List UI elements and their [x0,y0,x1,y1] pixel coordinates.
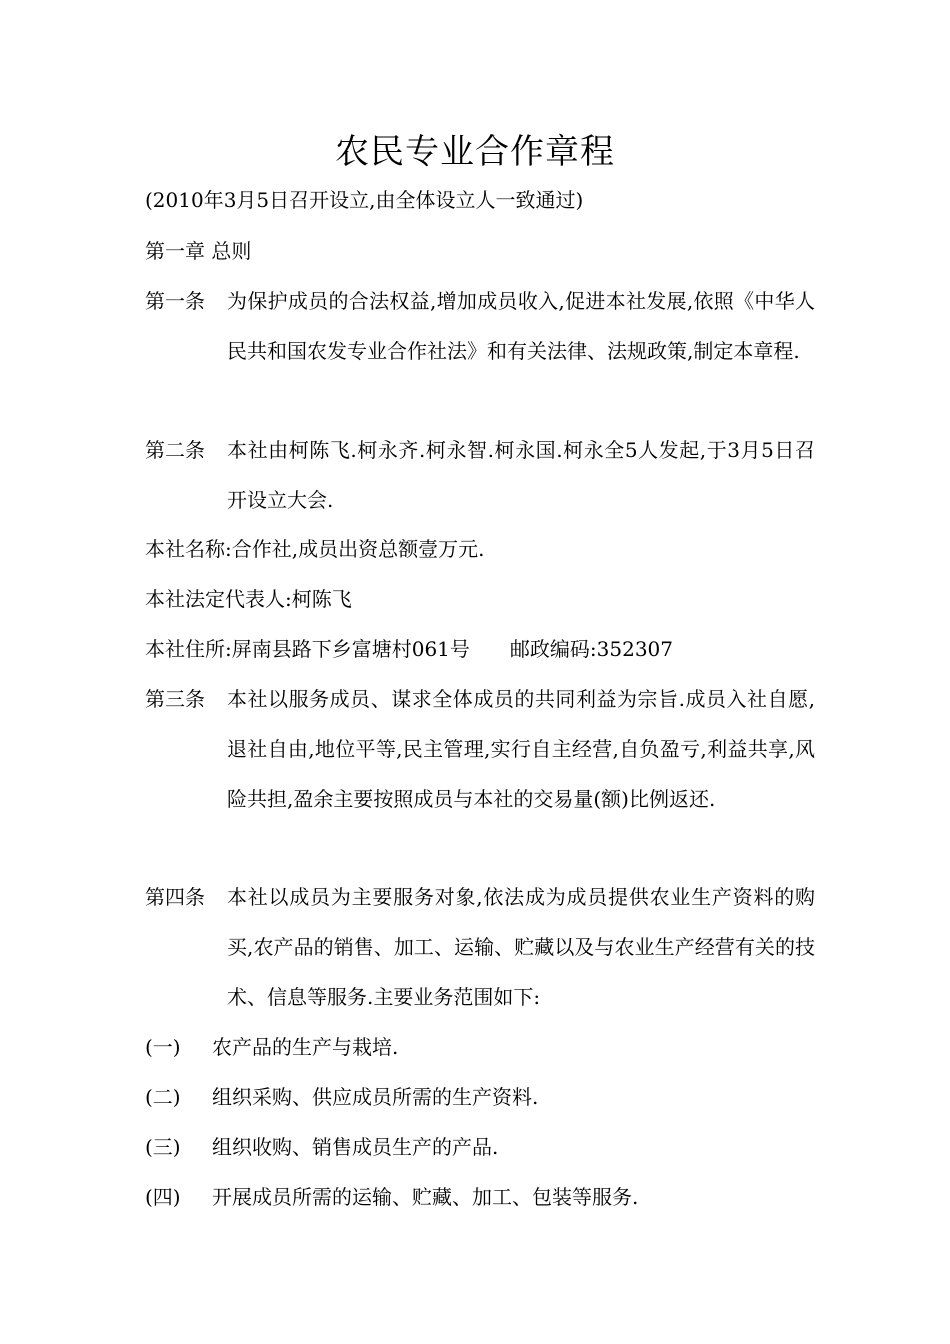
item-text: 农产品的生产与栽培. [212,1035,399,1059]
article-text: 为保护成员的合法权益,增加成员收入,促进本社发展,依照《中华人民共和国农发专业合作社法》和有关法律、法规政策,制定本章程. [227,289,815,363]
list-item [145,1133,498,1161]
item-number: (四) [145,1185,181,1209]
article-label: 第二条 [145,438,205,462]
info-name-line: 本社名称:合作社,成员出资总额壹万元. [145,537,485,561]
article-1 [145,287,815,376]
item-number: (三) [145,1135,181,1159]
item-number: (二) [145,1085,181,1109]
info-address-line [145,635,673,663]
item-number: (一) [145,1035,181,1059]
info-representative-line: 本社法定代表人:柯陈飞 [145,587,352,611]
item-text: 组织采购、供应成员所需的生产资料. [212,1085,539,1109]
document-subtitle: (2010年3月5日召开设立,由全体设立人一致通过) [145,188,584,212]
article-label: 第四条 [145,885,205,909]
list-item [145,1033,398,1061]
item-text: 开展成员所需的运输、贮藏、加工、包装等服务. [212,1185,639,1209]
document-title: 农民专业合作章程 [335,132,615,172]
article-label: 第一条 [145,289,205,313]
article-text: 本社以服务成员、谋求全体成员的共同利益为宗旨.成员入社自愿,退社自由,地位平等,民主管理,实行自主经营,自负盈亏,利益共享,风险共担,盈余主要按照成员与本社的交易量(额)比例返还. [227,687,815,811]
article-text: 本社以成员为主要服务对象,依法成为成员提供农业生产资料的购买,农产品的销售、加工、运输、贮藏以及与农业生产经营有关的技术、信息等服务.主要业务范围如下: [227,885,815,1009]
article-2 [145,436,815,525]
article-label: 第三条 [145,687,205,711]
list-item [145,1083,538,1111]
address-text: 本社住所:屏南县路下乡富塘村061号 [145,637,470,661]
article-3 [145,685,815,824]
chapter-heading: 第一章 总则 [145,239,252,263]
postcode-text: 邮政编码:352307 [509,637,674,661]
article-text: 本社由柯陈飞.柯永齐.柯永智.柯永国.柯永全5人发起,于3月5日召开设立大会. [227,438,815,512]
article-4 [145,883,815,1022]
item-text: 组织收购、销售成员生产的产品. [212,1135,499,1159]
list-item [145,1183,638,1211]
